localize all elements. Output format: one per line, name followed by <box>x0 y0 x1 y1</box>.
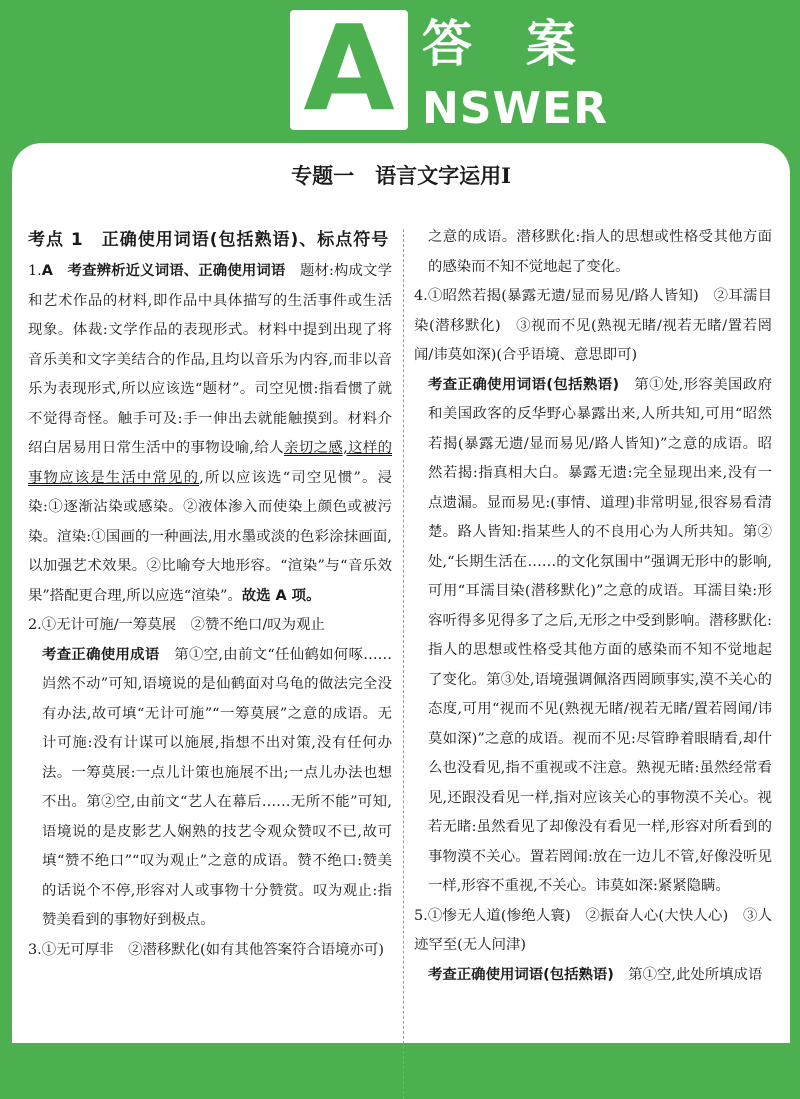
answer-banner <box>0 0 800 160</box>
q1-tag: 考查辨析近义词语、正确使用词语 <box>67 263 286 279</box>
answer-title-en: NSWER <box>422 83 608 134</box>
question-3: 3.①无可厚非 ②潜移默化(如有其他答案符合语境亦可) <box>28 941 384 958</box>
question-5 <box>414 902 772 961</box>
q5-answer: ①惨无人道(惨绝人寰) ②振奋人心(大快人心) ③人迹罕至(无人问津) <box>414 907 772 953</box>
q4-explanation <box>414 371 772 902</box>
q2-tag: 考查正确使用成语 <box>42 646 160 663</box>
q1-text-1: 题材:构成文学和艺术作品的材料,即作品中具体描写的生活事件或生活现象。体裁:文学作品的表现形式。材料中提到出现了将音乐美和文字美结合的作品,且均以音乐为内容,而非以音乐为表现形式,所以应该选“题材”。司空见惯:指看惯了就不觉得奇怪。触手可及:手一伸出去就能触摸到。材料介绍白居易用日常生活中的事物设喻,给人 <box>28 263 392 456</box>
q5-number: 5. <box>414 907 428 924</box>
answer-logo-box <box>290 0 408 137</box>
answer-title-cn: 答案 <box>422 15 630 73</box>
q4-tag: 考查正确使用词语(包括熟语) <box>428 376 620 393</box>
q4-text: 第①处,形容美国政府和美国政客的反华野心暴露出来,人所共知,可用“昭然若揭(暴露无遗/显而易见/路人皆知)”之意的成语。昭然若揭:指真相大白。暴露无遗:完全显现出来,没有一点遗漏。显而易见:(事情、道理)非常明显,很容易看清楚。路人皆知:指某些人的不良用心为人所共知。第②处,“长期生活在……的文化氛围中”强调无形中的影响,可用“耳濡目染(潜移默化)”之意的成语。耳濡目染:形容听得多见得多了之后,无形之中受到影响。潜移默化:指人的思想或性格受其他方面的感染而不知不觉地起了变化。第③处,语境强调佩洛西罔顾事实,漠不关心的态度,可用“视而不见(熟视无睹/视若无睹/置若罔闻/讳莫如深)”之意的成语。视而不见:尽管睁着眼睛看,却什么也没看见,指不重视或不注意。熟视无睹:虽然经常看见,还跟没看见一样,指对应该关心的事物漠不关心。视若无睹:虽然看见了却像没有看见一样,形容对所看到的事物漠不关心。置若罔闻:放在一边儿不管,好像没听见一样,形容不重视,不关心。讳莫如深:紧紧隐瞒。 <box>428 376 772 894</box>
answer-card <box>12 143 790 1043</box>
q1-underline: 亲切之感,这样的事物应该是生活中常见的 <box>28 440 393 486</box>
q5-explanation <box>414 961 772 991</box>
q1-text-2: ,所以应该选“司空见惯”。浸染:①逐渐沾染或感染。②液体渗入而使染上颜色或被污染。渲染:①国画的一种画法,用水墨或淡的色彩涂抹画面,以加强艺术效果。②比喻夸大地形容。“渲染”与“音乐效果”搭配更合理,所以应选“渲染”。 <box>28 469 392 604</box>
q1-number: 1. <box>28 263 42 279</box>
column-divider <box>403 229 404 1099</box>
question-1 <box>28 257 392 611</box>
question-2 <box>28 611 392 641</box>
q4-answer: ①昭然若揭(暴露无遗/显而易见/路人皆知) ②耳濡目染(潜移默化) ③视而不见(熟视无睹/视若无睹/置若罔闻/讳莫如深)(合乎语境、意思即可) <box>414 288 772 363</box>
q2-explanation <box>28 641 392 936</box>
q1-conclusion: 故选 A 项。 <box>241 587 321 604</box>
q2-text: 第①空,由前文“任仙鹤如何啄……岿然不动”可知,语境说的是仙鹤面对乌龟的做法完全没有办法,故可填“无计可施”“一筹莫展”之意的成语。无计可施:没有计谋可以施展,指想不出对策,没有任何办法。一筹莫展:一点儿计策也施展不出;一点儿办法也想不出。第②空,由前文“艺人在幕后……无所不能”可知,语境说的是皮影艺人娴熟的技艺令观众赞叹不已,故可填“赞不绝口”“叹为观止”之意的成语。赞不绝口:赞美的话说个不停,形容对人或事物十分赞赏。叹为观止:指赞美看到的事物好到极点。 <box>42 646 392 928</box>
section-heading: 考点 1 正确使用词语(包括熟语)、标点符号 <box>28 230 390 250</box>
q5-tag: 考查正确使用词语(包括熟语) <box>428 966 614 983</box>
q2-number: 2. <box>28 617 42 633</box>
right-column <box>414 223 772 990</box>
topic-title: 专题一 语言文字运用Ⅰ <box>291 163 511 188</box>
answer-logo-letter: A <box>303 0 395 137</box>
continued-text: 之意的成语。潜移默化:指人的思想或性格受其他方面的感染而不知不觉地起了变化。 <box>428 229 772 275</box>
q5-text: 第①空,此处所填成语 <box>628 966 763 983</box>
question-4 <box>414 282 772 371</box>
left-column <box>28 223 392 965</box>
q4-number: 4. <box>414 288 428 304</box>
q1-answer: A <box>41 263 53 279</box>
q2-answer: ①无计可施/一筹莫展 ②赞不绝口/叹为观止 <box>41 617 325 633</box>
